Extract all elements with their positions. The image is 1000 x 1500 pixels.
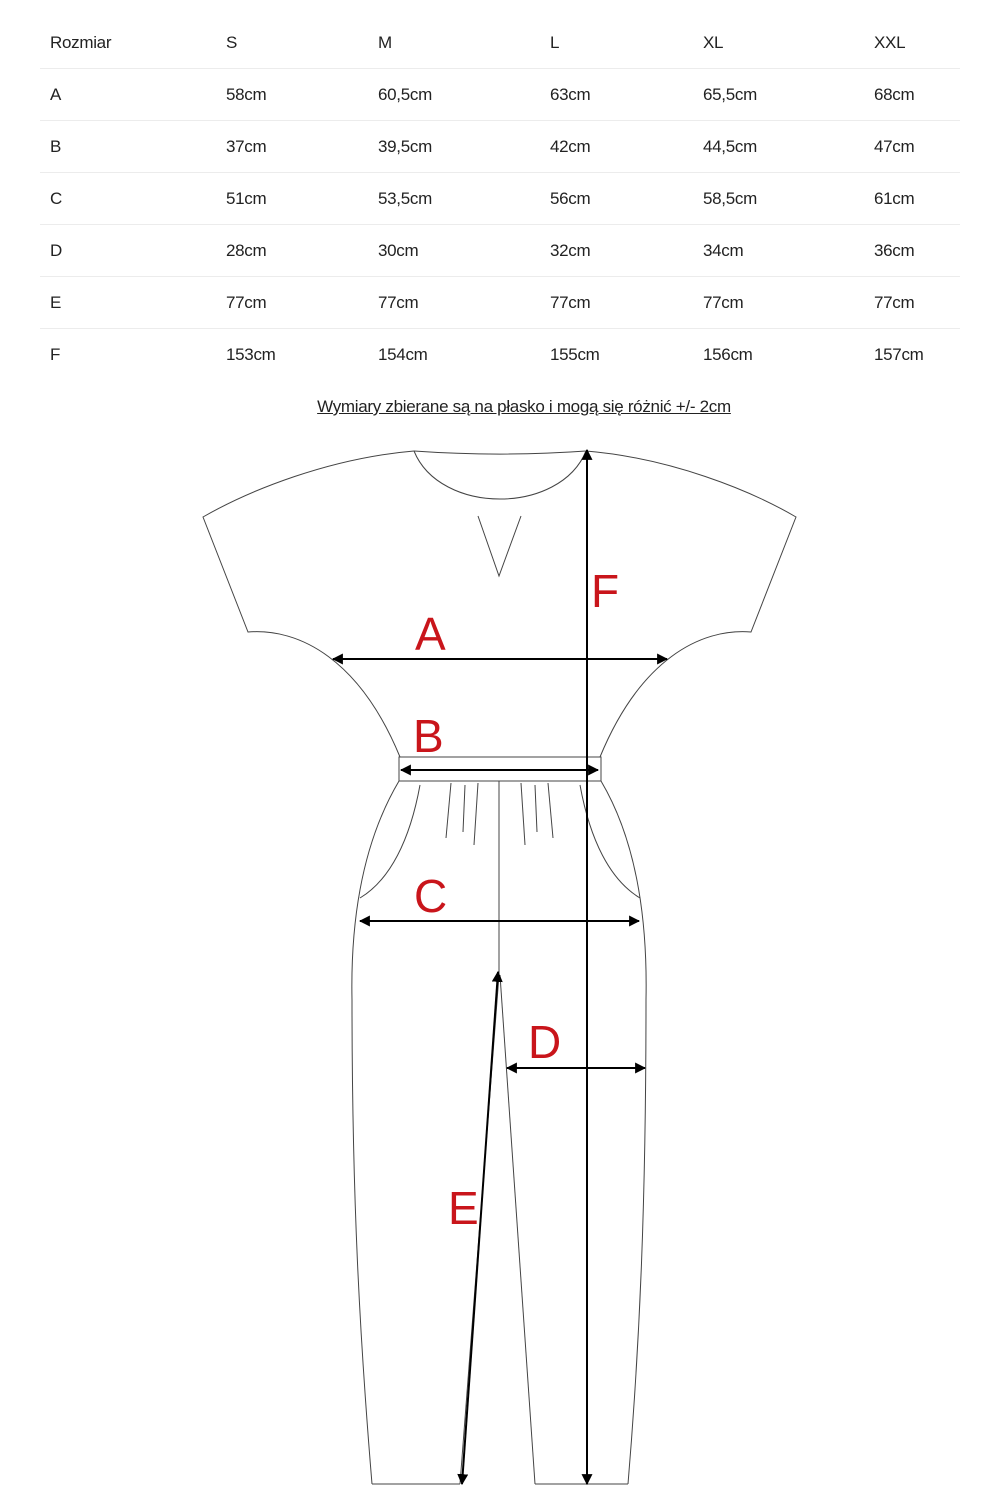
table-cell: 154cm <box>378 344 428 364</box>
table-cell: 156cm <box>703 344 753 364</box>
table-cell: 63cm <box>540 69 693 121</box>
label-e: E <box>448 1182 479 1234</box>
size-table <box>40 18 960 380</box>
table-row <box>40 225 960 277</box>
table-cell: 58cm <box>216 69 368 121</box>
label-a: A <box>415 608 446 660</box>
table-cell: 77cm <box>368 277 540 329</box>
table-cell: F <box>50 344 61 364</box>
label-f: F <box>591 565 620 617</box>
table-cell: 77cm <box>864 277 960 329</box>
measurement-note: Wymiary zbierane są na płasko i mogą się różnić +/- 2cm <box>317 397 731 416</box>
table-cell: 56cm <box>540 173 693 225</box>
table-row <box>40 329 960 381</box>
table-cell: 77cm <box>693 277 864 329</box>
table-cell: 37cm <box>216 121 368 173</box>
table-cell: 47cm <box>864 121 960 173</box>
table-cell: 36cm <box>864 225 960 277</box>
label-c: C <box>414 870 448 922</box>
header-cell: M <box>368 18 540 69</box>
table-cell: 77cm <box>216 277 368 329</box>
table-cell: A <box>40 69 216 121</box>
table-cell: 58,5cm <box>693 173 864 225</box>
table-cell: 51cm <box>216 173 368 225</box>
table-cell: B <box>40 121 216 173</box>
garment-outline <box>203 451 796 1484</box>
table-cell: 157cm <box>874 344 924 364</box>
jumpsuit-diagram <box>0 430 1000 1500</box>
table-cell: 34cm <box>693 225 864 277</box>
table-cell: 61cm <box>864 173 960 225</box>
header-cell: S <box>216 18 368 69</box>
table-cell: 155cm <box>550 344 600 364</box>
header-cell: L <box>540 18 693 69</box>
header-cell: XL <box>693 18 864 69</box>
table-row <box>40 173 960 225</box>
table-row <box>40 277 960 329</box>
table-cell: 65,5cm <box>693 69 864 121</box>
table-cell: 39,5cm <box>368 121 540 173</box>
table-cell: C <box>40 173 216 225</box>
table-cell: 153cm <box>226 344 276 364</box>
table-cell: 53,5cm <box>368 173 540 225</box>
table-row <box>40 69 960 121</box>
table-cell: 42cm <box>540 121 693 173</box>
table-cell: 68cm <box>864 69 960 121</box>
table-cell: 60,5cm <box>368 69 540 121</box>
table-header-row <box>40 18 960 69</box>
table-cell: E <box>40 277 216 329</box>
table-cell: 44,5cm <box>693 121 864 173</box>
table-cell: D <box>40 225 216 277</box>
header-cell: XXL <box>864 18 960 69</box>
header-cell: Rozmiar <box>40 18 216 69</box>
label-d: D <box>528 1016 562 1068</box>
table-cell: 28cm <box>216 225 368 277</box>
table-cell: 32cm <box>540 225 693 277</box>
table-cell: 30cm <box>368 225 540 277</box>
table-cell: 77cm <box>540 277 693 329</box>
table-row <box>40 121 960 173</box>
label-b: B <box>413 710 444 762</box>
